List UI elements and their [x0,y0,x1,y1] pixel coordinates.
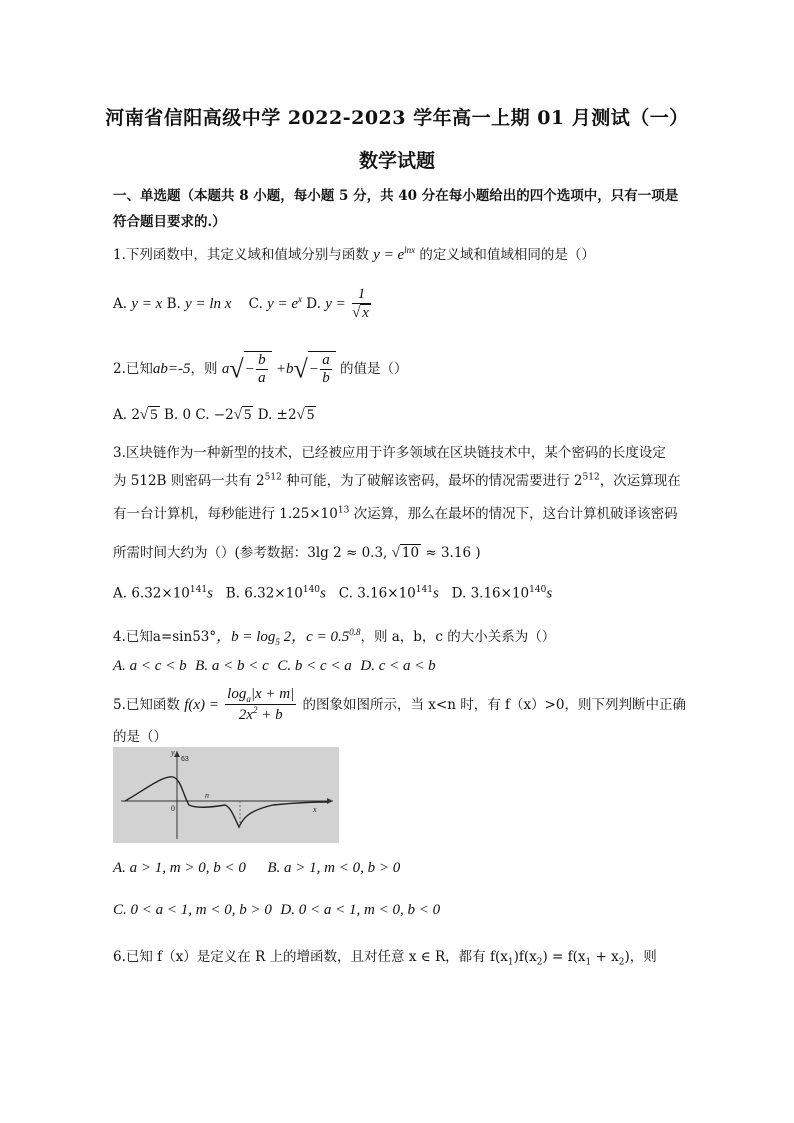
q1-option-a[interactable]: A. y = x [113,295,163,312]
question-4-options [113,658,436,675]
q2-condition: ab=-5 [152,360,191,377]
q4-option-a[interactable]: A. a < c < b [113,658,187,674]
question-5-stem-cont: 的是（） [113,729,167,745]
q3-option-d[interactable]: D. $3.16\times 10^{140}s$ [451,585,553,602]
graph-value-label: 63 [181,756,189,763]
q1-func-exp: lnx [404,245,416,255]
q1-option-d[interactable]: D. y = $\frac{1}{√ x}$ [306,286,369,322]
question-2-stem: 2.已知ab=-5，则 a√ − $\frac{b}{a}$ +b√ − $\frac{a}{b}$ 的值是（） [113,352,408,387]
q3-option-a[interactable]: A. $6.32\times 10^{141}s$ [113,585,213,602]
q1-option-b[interactable]: B. y = ln x [166,295,232,312]
question-6-stem: 6.已知 f（x）是定义在 R 上的增函数，且对任意 x ∈ R，都有 $f(x_1)f(x_2) = f(x_1 + x_2)$，则 [113,949,657,968]
q3-option-b[interactable]: B. $6.32\times 10^{140}s$ [225,585,326,602]
q4-option-d[interactable]: D. c < a < b [360,658,436,674]
q5-option-c[interactable]: C. 0 < a < 1, m < 0, b > 0 [113,902,272,918]
question-5-stem: 5.已知函数 f(x) = $\frac{\log_a|x + m|}{2x^2 + b}$ 的图象如图所示，当 x<n 时，有 f（x）>0，则下列判断中正确 [113,686,687,724]
exam-subtitle: 数学试题 [358,150,435,172]
q5-option-b[interactable]: B. a > 1, m < 0, b > 0 [267,860,401,876]
question-1-stem [113,243,595,264]
q2-option-b[interactable]: B. 0 [163,407,192,423]
question-3-line2: 为 512B 则密码一共有 $2^{512}$ 种可能，为了破解该密码，最坏的情况需要进行 $2^{512}$，次运算现在 [113,472,681,489]
q5-fraction: $\frac{\log_a|x + m|}{2x^2 + b}$ [227,686,295,724]
graph-n-label: n [205,791,209,800]
q3-option-c[interactable]: C. $3.16\times 10^{141}s$ [338,585,439,602]
graph-origin-label: 0 [171,804,175,813]
q1-option-d-fraction: $\frac{1}{√ x}$ [352,286,369,322]
q5-option-d[interactable]: D. 0 < a < 1, m < 0, b < 0 [280,902,441,918]
function-graph-image [113,747,339,843]
graph-x-label: x [313,805,317,814]
q2-option-a[interactable]: A. 2√ 5 [113,407,158,423]
graph-y-label: y [171,748,175,757]
question-3-line1: 3.区块链作为一种新型的技术，已经被应用于许多领域在区块链技术中，某个密码的长度设定 [113,445,666,461]
q2-option-d[interactable]: D. ±2√ 5 [257,407,315,423]
question-2-options [113,406,316,424]
section-heading-line2: 符合题目要求的.） [113,214,226,230]
question-4-stem: 4.已知a=sin53°，$b = \log_5 2$，$c = 0.5^{0.8}$，则 a，b，c 的大小关系为（） [113,627,556,647]
q5-option-a[interactable]: A. a > 1, m > 0, b < 0 [113,860,246,876]
question-5-options-row1 [113,860,400,877]
q1-text-b: 的定义域和值域相同的是（） [419,247,595,263]
function-graph-svg [113,747,339,843]
q1-func: y = e [373,247,405,263]
q1-text-a: 1.下列函数中，其定义域和值域分别与函数 [113,247,369,263]
q4-option-b[interactable]: B. a < b < c [195,658,269,674]
section-heading-line1: 一、单选题（本题共 8 小题，每小题 5 分，共 40 分在每小题给出的四个选项中，只有一项是 [113,188,679,204]
question-3-options [113,585,552,603]
q1-option-c[interactable]: C. $y = e^x$ [248,293,302,312]
question-3-line4: 所需时间大约为（）(参考数据：3lg 2 ≈ 0.3, √ 10 ≈ 3.16 ) [113,545,481,561]
q4-option-c[interactable]: C. b < c < a [277,658,352,674]
exam-title: 河南省信阳高级中学 2022-2023 学年高一上期 01 月测试（一） [105,107,689,129]
question-1-options [113,286,373,323]
q2-option-c[interactable]: C. −2√ 5 [195,407,252,423]
question-5-options-row2 [113,902,440,919]
question-3-line3: 有一台计算机，每秒能进行 $1.25\times 10^{13}$ 次运算，那么在最坏的情况下，这台计算机破译该密码 [113,505,678,522]
